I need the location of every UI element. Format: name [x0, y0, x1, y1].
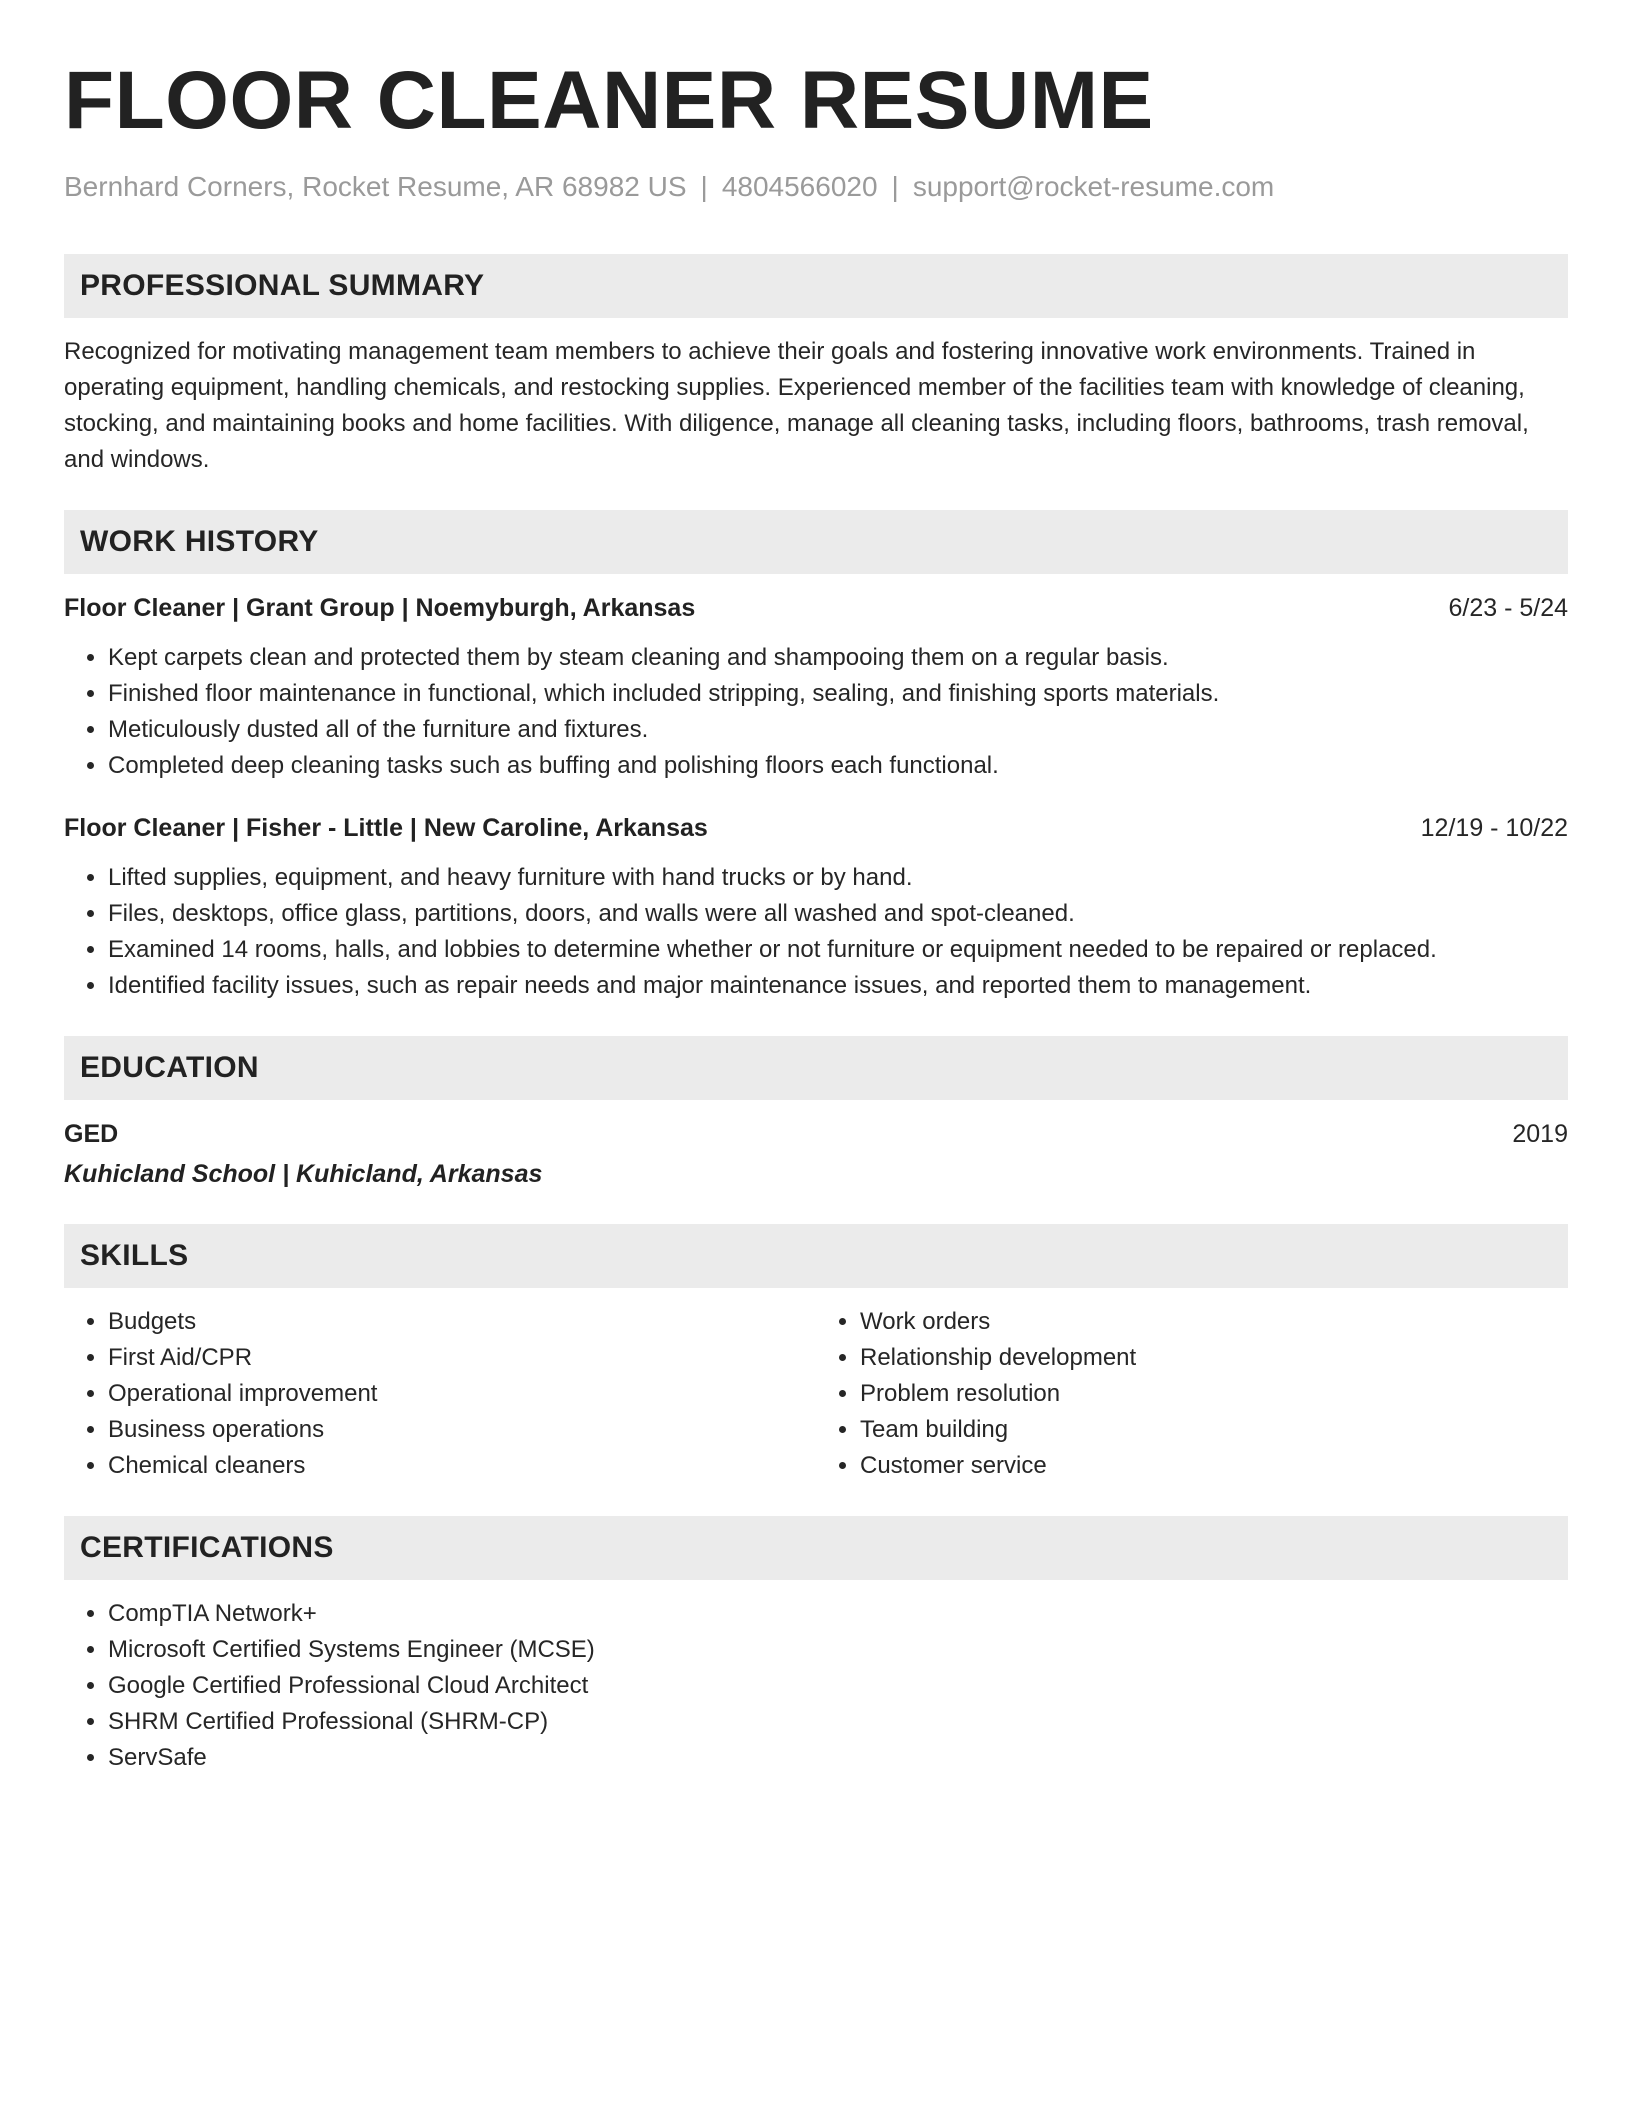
skills-column-left — [64, 1304, 816, 1484]
education-header — [64, 1118, 1568, 1150]
job-dates: 12/19 - 10/22 — [1420, 813, 1568, 842]
section-heading-work-history: WORK HISTORY — [64, 510, 1568, 574]
education-degree: GED — [64, 1119, 119, 1148]
section-heading-certifications: CERTIFICATIONS — [64, 1516, 1568, 1580]
job-bullet: • Identified facility issues, such as repair needs and major maintenance issues, and reported them to management. — [108, 968, 1568, 1004]
job-bullet: • Files, desktops, office glass, partitions, doors, and walls were all washed and spot-cleaned. — [108, 896, 1568, 932]
certification-item: • Google Certified Professional Cloud Architect — [108, 1668, 1568, 1704]
skills-list — [64, 1304, 816, 1484]
summary-text: Recognized for motivating management team members to achieve their goals and fostering innovative work environments. Trained in operating equipment, handling chemicals, and restocking supplies. Experienced member of the facilities team with knowledge of cleaning, stocking, and maintaining books and home facilities. With diligence, manage all cleaning tasks, including floors, bathrooms, trash removal, and windows. — [64, 337, 1529, 473]
skill-item: • Team building — [860, 1412, 1568, 1448]
job-bullet: • Kept carpets clean and protected them by steam cleaning and shampooing them on a regular basis. — [108, 640, 1568, 676]
job-title: Floor Cleaner | Fisher - Little | New Caroline, Arkansas — [64, 813, 708, 842]
job-title: Floor Cleaner | Grant Group | Noemyburgh, Arkansas — [64, 593, 696, 622]
skill-item: • Problem resolution — [860, 1376, 1568, 1412]
certifications-list — [64, 1596, 1568, 1776]
job-header — [64, 812, 1568, 844]
skills-list — [816, 1304, 1568, 1484]
certification-item: • ServSafe — [108, 1740, 1568, 1776]
contact-phone: 4804566020 — [721, 171, 878, 202]
contact-email: support@rocket-resume.com — [912, 171, 1275, 202]
skills-grid — [64, 1304, 1568, 1484]
job-header — [64, 592, 1568, 624]
skill-item: • Customer service — [860, 1448, 1568, 1484]
job-entry — [64, 812, 1568, 1004]
section-heading-education: EDUCATION — [64, 1036, 1568, 1100]
job-bullet: • Examined 14 rooms, halls, and lobbies to determine whether or not furniture or equipment needed to be repaired or replaced. — [108, 932, 1568, 968]
skill-item: • First Aid/CPR — [108, 1340, 816, 1376]
job-entry — [64, 592, 1568, 784]
contact-separator: | — [700, 171, 708, 202]
job-dates: 6/23 - 5/24 — [1448, 593, 1568, 622]
job-bullet: • Meticulously dusted all of the furniture and fixtures. — [108, 712, 1568, 748]
job-bullet-list — [64, 640, 1568, 784]
skill-item: • Budgets — [108, 1304, 816, 1340]
section-heading-skills: SKILLS — [64, 1224, 1568, 1288]
skill-item: • Business operations — [108, 1412, 816, 1448]
contact-line — [64, 170, 1568, 204]
resume-title: FLOOR CLEANER RESUME — [64, 55, 1154, 146]
section-heading-summary: PROFESSIONAL SUMMARY — [64, 254, 1568, 318]
job-bullet: • Lifted supplies, equipment, and heavy furniture with hand trucks or by hand. — [108, 860, 1568, 896]
skill-item: • Work orders — [860, 1304, 1568, 1340]
job-bullet-list — [64, 860, 1568, 1004]
certification-item: • CompTIA Network+ — [108, 1596, 1568, 1632]
education-year: 2019 — [1512, 1119, 1568, 1148]
education-school: Kuhicland School | Kuhicland, Arkansas — [64, 1159, 543, 1188]
job-bullet: • Finished floor maintenance in functional, which included stripping, sealing, and finishing sports materials. — [108, 676, 1568, 712]
job-bullet: • Completed deep cleaning tasks such as buffing and polishing floors each functional. — [108, 748, 1568, 784]
skill-item: • Chemical cleaners — [108, 1448, 816, 1484]
contact-address: Bernhard Corners, Rocket Resume, AR 68982 US — [64, 171, 687, 202]
skill-item: • Operational improvement — [108, 1376, 816, 1412]
contact-separator: | — [891, 171, 899, 202]
skills-column-right — [816, 1304, 1568, 1484]
certification-item: • Microsoft Certified Systems Engineer (MCSE) — [108, 1632, 1568, 1668]
certification-item: • SHRM Certified Professional (SHRM-CP) — [108, 1704, 1568, 1740]
skill-item: • Relationship development — [860, 1340, 1568, 1376]
